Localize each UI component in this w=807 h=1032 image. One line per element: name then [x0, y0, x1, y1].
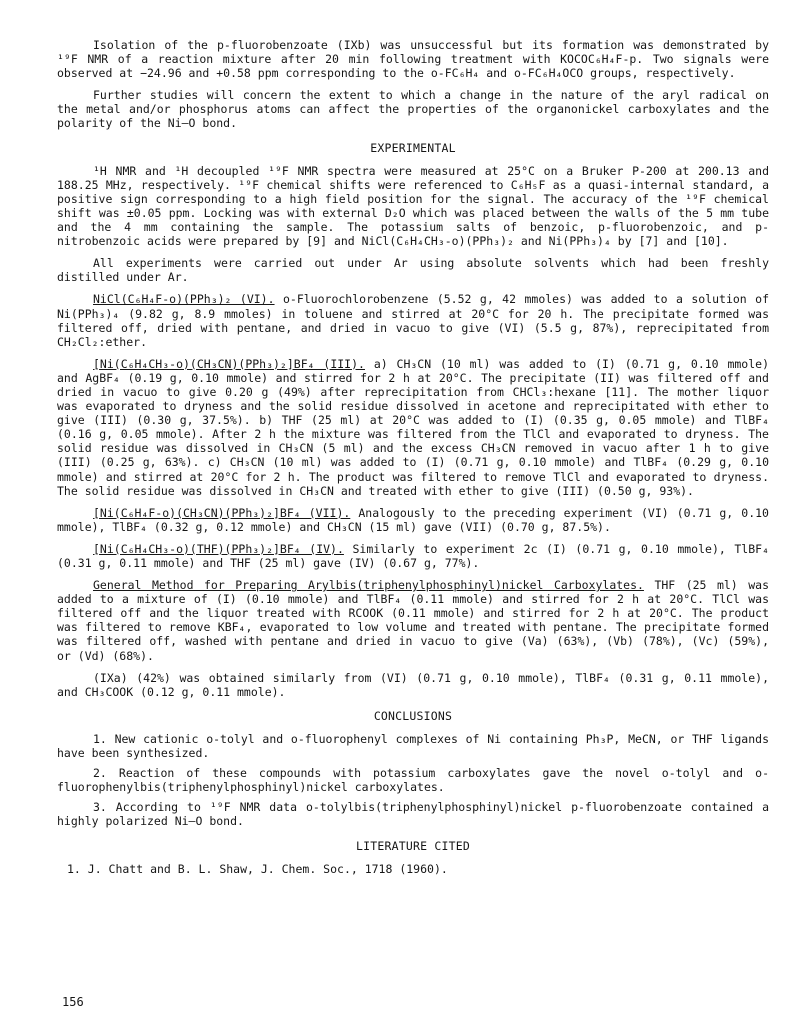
procedure-vi-title: NiCl(C₆H₄F-o)(PPh₃)₂ (VI).	[93, 292, 275, 307]
procedure-vii	[57, 506, 769, 534]
intro-paragraph-2: Further studies will concern the extent to which a change in the nature of the aryl radical on the metal and/or phosphorus atoms can affect the properties of the organonickel carboxylates and the polarity of the Ni—O bond.	[57, 88, 769, 131]
experimental-paragraph-solvents: All experiments were carried out under Ar using absolute solvents which had been freshly distilled under Ar.	[57, 256, 769, 285]
intro-paragraph-1: Isolation of the p-fluorobenzoate (IXb) was unsuccessful but its formation was demonstrated by ¹⁹F NMR of a reaction mixture after 20 min following treatment with KOCOC₆H₄F-p. Two signals were observed at −24.96 and +0.58 ppm corresponding to the o-FC₆H₄ and o-FC₆H₄OCO groups, respectively.	[57, 38, 769, 81]
page-number: 156	[62, 995, 84, 1009]
reference-item: 1. J. Chatt and B. L. Shaw, J. Chem. Soc., 1718 (1960).	[67, 861, 448, 876]
procedure-general-body: THF (25 ml) was added to a mixture of (I) (0.10 mmole) and TlBF₄ (0.11 mmole) and stirred for 2 h at 20°C. TlCl was filtered off and the liquor treated with RCOOK (0.11 mmole) and stirred for 2 h at 20°C. The product was filtered to remove KBF₄, evaporated to low volume and treated with pentane. The precipitate formed was filtered off, washed with pentane and dried in vacuo to give (Va) (63%), (Vb) (78%), (Vc) (59%), or (Vd) (68%).	[57, 578, 769, 663]
conclusion-item: 3. According to ¹⁹F NMR data o-tolylbis(triphenylphosphinyl)nickel p-fluorobenzoate contained a highly polarized Ni—O bond.	[57, 800, 769, 829]
procedure-vii-title: [Ni(C₆H₄F-o)(CH₃CN)(PPh₃)₂]BF₄ (VII).	[93, 505, 351, 520]
conclusions-list	[57, 732, 769, 829]
procedure-vi	[57, 292, 769, 348]
literature-heading: LITERATURE CITED	[356, 838, 470, 853]
procedure-vi-body: o-Fluorochlorobenzene (5.52 g, 42 mmoles) was added to a solution of Ni(PPh₃)₄ (9.82 g, 8.9 mmoles) in toluene and stirred at 20°C for 20 h. The precipitate formed was filtered off, dried with pentane, and dried in vacuo to give (VI) (5.5 g, 87%), reprecipitated from CH₂Cl₂:ether.	[57, 292, 770, 349]
experimental-paragraph-nmr: ¹H NMR and ¹H decoupled ¹⁹F NMR spectra were measured at 25°C on a Bruker P-200 at 200.13 and 188.25 MHz, respectively. ¹⁹F chemical shifts were referenced to C₆H₅F as a quasi-internal standard, a positive sign corresponding to a high field position for the signal. The accuracy of the ¹⁹F chemical shift was ±0.05 ppm. Locking was with external D₂O which was placed between the walls of the 5 mm tube and the 4 mm containing the sample. The potassium salts of benzoic, p-fluorobenzoic, and p-nitrobenzoic acids were prepared by [9] and NiCl(C₆H₄CH₃-o)(PPh₃)₂ and Ni(PPh₃)₄ by [7] and [10].	[57, 163, 769, 249]
procedure-iii-body: a) CH₃CN (10 ml) was added to (I) (0.71 g, 0.10 mmole) and AgBF₄ (0.19 g, 0.10 mmole) and stirred for 2 h at 20°C. The precipitate (II) was filtered off and dried in vacuo to give 0.20 g (49%) after reprecipitation from CHCl₃:hexane [11]. The mother liquor was evaporated to dryness and the solid residue dissolved in acetone and reprecipitated with ether to give (III) (0.30 g, 37.5%). b) THF (25 ml) at 20°C was added to (I) (0.35 g, 0.05 mmole) and TlBF₄ (0.16 g, 0.05 mmole). After 2 h the mixture was filtered from the TlCl and evaporated to dryness. The solid residue was dissolved in CH₃CN (5 ml) and the excess CH₃CN removed in vacuo after 1 h to give (III) (0.25 g, 63%). c) CH₃CN (10 ml) was added to (I) (0.71 g, 0.10 mmole) and TlBF₄ (0.29 g, 0.10 mmole) and stirred at 20°C for 2 h. The product was filtered to remove TlCl and evaporated to dryness. The solid residue was dissolved in CH₃CN and treated with ether to give (III) (0.50 g, 93%).	[57, 356, 769, 498]
procedure-vii-body: Analogously to the preceding experiment (VI) (0.71 g, 0.10 mmole), TlBF₄ (0.32 g, 0.12 mmole) and CH₃CN (15 ml) gave (VII) (0.70 g, 87.5%).	[57, 505, 769, 534]
procedure-general-title: General Method for Preparing Arylbis(triphenylphosphinyl)nickel Carboxylates.	[93, 578, 644, 593]
procedure-general	[57, 578, 769, 663]
references-list	[57, 862, 769, 876]
procedure-ixa: (IXa) (42%) was obtained similarly from (VI) (0.71 g, 0.10 mmole), TlBF₄ (0.31 g, 0.11 mmole), and CH₃COOK (0.12 g, 0.11 mmole).	[57, 670, 769, 699]
conclusion-item: 2. Reaction of these compounds with potassium carboxylates gave the novel o-tolyl and o-fluorophenylbis(triphenylphosphinyl)nickel carboxylates.	[57, 766, 769, 795]
conclusion-item: 1. New cationic o-tolyl and o-fluorophenyl complexes of Ni containing Ph₃P, MeCN, or THF ligands have been synthesized.	[57, 731, 769, 761]
procedure-iii-title: [Ni(C₆H₄CH₃-o)(CH₃CN)(PPh₃)₂]BF₄ (III).	[93, 356, 365, 371]
document-page	[57, 38, 769, 882]
experimental-heading: EXPERIMENTAL	[370, 140, 456, 155]
conclusions-heading: CONCLUSIONS	[373, 708, 453, 723]
procedure-iii	[57, 357, 769, 498]
procedure-iv	[57, 542, 769, 570]
procedure-iv-body: Similarly to experiment 2c (I) (0.71 g, 0.10 mmole), TlBF₄ (0.31 g, 0.11 mmole) and THF (25 ml) gave (IV) (0.67 g, 77%).	[57, 541, 770, 570]
procedure-iv-title: [Ni(C₆H₄CH₃-o)(THF)(PPh₃)₂]BF₄ (IV).	[93, 541, 344, 556]
